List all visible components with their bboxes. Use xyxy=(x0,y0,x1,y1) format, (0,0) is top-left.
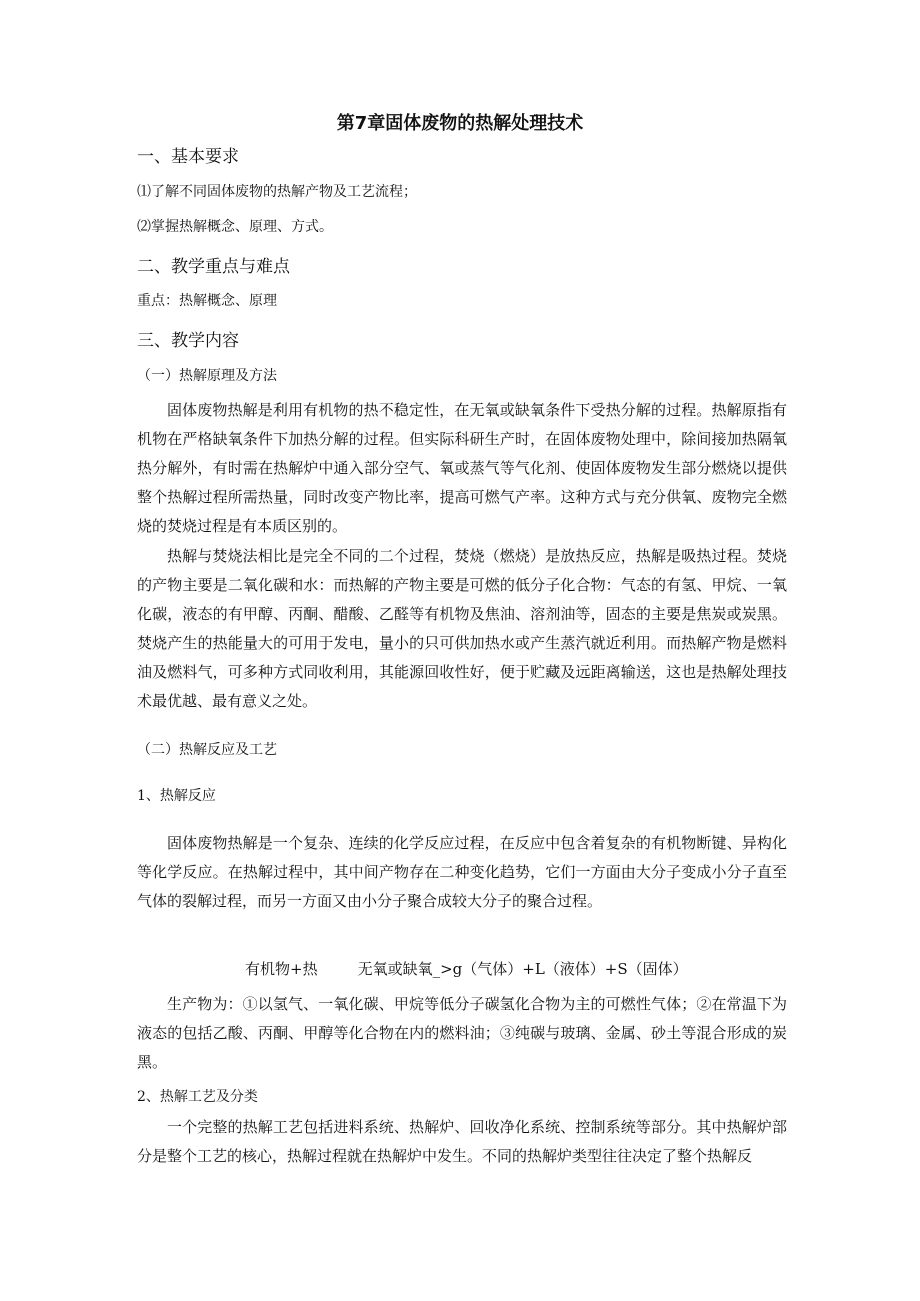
requirement-item-2: ⑵掌握热解概念、原理、方式。 xyxy=(137,219,333,235)
paragraph-pyrolysis-products: 生产物为：①以氢气、一氧化碳、甲烷等低分子碳氢化合物为主的可燃性气体；②在常温下为液态的包括乙酸、丙酮、甲醇等化合物在内的燃料油；③纯碳与玻璃、金属、砂土等混合形成的炭黑。 xyxy=(137,995,787,1071)
requirement-item-1: ⑴了解不同固体废物的热解产物及工艺流程； xyxy=(137,184,417,200)
section-heading-teaching-content: 三、教学内容 xyxy=(137,331,239,351)
paragraph-pyrolysis-reaction: 固体废物热解是一个复杂、连续的化学反应过程，在反应中包含着复杂的有机物断键、异构化等化学反应。在热解过程中，其中间产物存在二种变化趋势，它们一方面由大分子变成小分子直至气体的裂解过程，而另一方面又由小分子聚合成较大分子的聚合过程。 xyxy=(137,834,787,910)
section-heading-key-points: 二、教学重点与难点 xyxy=(137,257,290,277)
paragraph-pyrolysis-process: 一个完整的热解工艺包括进料系统、热解炉、回收净化系统、控制系统等部分。其中热解炉部分是整个工艺的核心，热解过程就在热解炉中发生。不同的热解炉类型往往决定了整个热解反 xyxy=(137,1118,787,1165)
equation-products: 无氧或缺氧_>g（气体）+L（液体）+S（固体） xyxy=(357,960,688,978)
subsection-heading-pyrolysis-reaction-process: （二）热解反应及工艺 xyxy=(137,742,277,758)
paragraph-pyrolysis-definition: 固体废物热解是利用有机物的热不稳定性，在无氧或缺氧条件下受热分解的过程。热解原指有机物在严格缺氧条件下加热分解的过程。但实际科研生产时，在固体废物处理中，除间接加热隔氧热分解外，有时需在热解炉中通入部分空气、氧或蒸气等气化剂、使固体废物发生部分燃烧以提供整个热解过程所需热量，同时改变产物比率，提高可燃气产率。这种方式与充分供氧、废物完全燃烧的焚烧过程是有本质区别的。 xyxy=(137,401,787,535)
subsection-heading-pyrolysis-principle: （一）热解原理及方法 xyxy=(137,368,277,384)
heading-pyrolysis-reaction: 1、热解反应 xyxy=(137,788,216,804)
key-point-text: 重点：热解概念、原理 xyxy=(137,293,277,309)
heading-pyrolysis-process-classification: 2、热解工艺及分类 xyxy=(137,1089,258,1105)
document-title: 第7章固体废物的热解处理技术 xyxy=(336,113,584,134)
pyrolysis-equation xyxy=(245,958,688,980)
paragraph-pyrolysis-vs-incineration: 热解与焚烧法相比是完全不同的二个过程，焚烧（燃烧）是放热反应，热解是吸热过程。焚烧的产物主要是二氧化碳和水：而热解的产物主要是可燃的低分子化合物：气态的有氢、甲烷、一氧化碳，液态的有甲醇、丙酮、醋酸、乙醛等有机物及焦油、溶剂油等，固态的主要是焦炭或炭黑。焚烧产生的热能量大的可用于发电，量小的只可供加热水或产生蒸汽就近利用。而热解产物是燃料油及燃料气，可多种方式同收利用，其能源回收性好，便于贮藏及远距离输送，这也是热解处理技术最优越、最有意义之处。 xyxy=(137,547,787,710)
equation-reactants: 有机物+热 xyxy=(245,960,318,978)
section-heading-basic-requirements: 一、基本要求 xyxy=(137,147,239,167)
